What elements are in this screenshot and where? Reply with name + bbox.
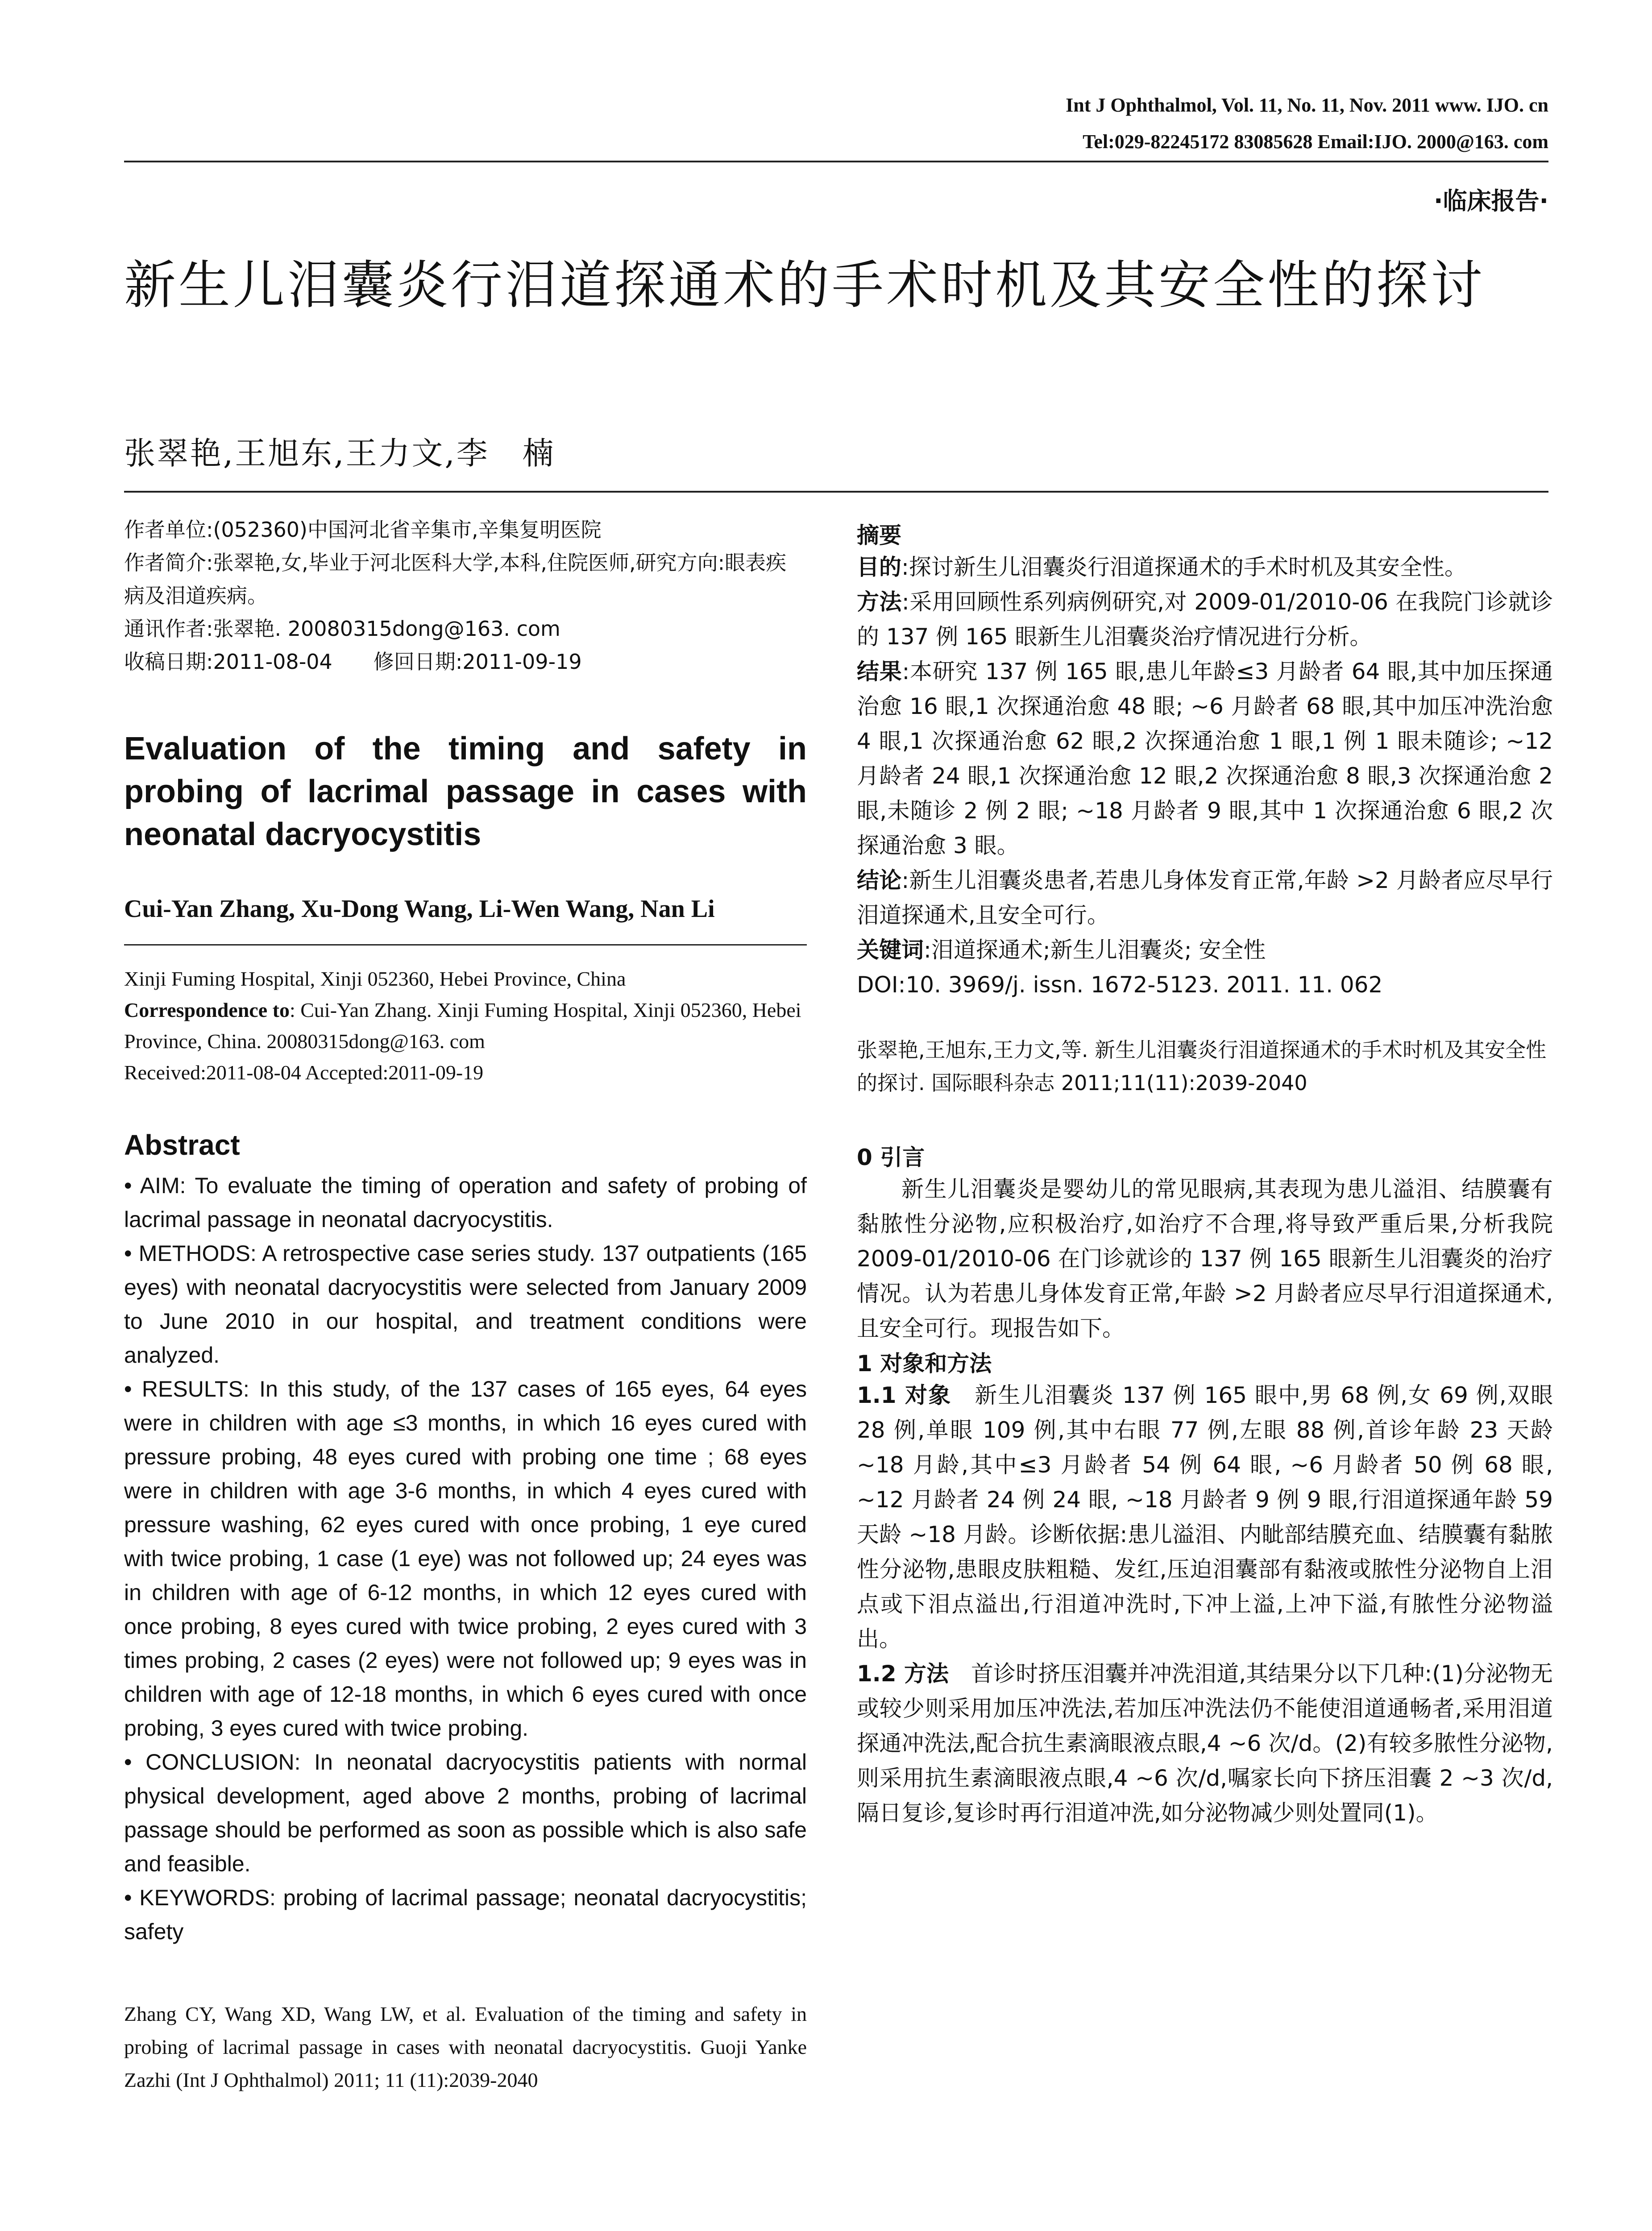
abstract-cn-label: 关键词 — [857, 937, 924, 963]
affiliation-line: 作者单位:(052360)中国河北省辛集市,辛集复明医院 — [124, 518, 602, 542]
abstract-text: : In neonatal dacryocystitis patients with normal physical development, aged above 2 months, probing of lacrimal passage should be performed as soon as possible which is also safe and feasible. — [124, 1750, 807, 1876]
abstract-cn-label: 目的 — [857, 554, 901, 580]
header-rule — [124, 161, 1548, 162]
intro-paragraph: 新生儿泪囊炎是婴幼儿的常见眼病,其表现为患儿溢泪、结膜囊有黏脓性分泌物,应积极治疗,如治疗不合理,将导致严重后果,分析我院 2009-01/2010-06 在门诊就诊的 137 例 165 眼新生儿泪囊炎的治疗情况。认为若患儿身体发育正常,年龄 >2 月龄者应尽早行泪道探通术,且安全可行。现报告如下。 — [857, 1176, 1553, 1341]
abstract-cn-methods — [857, 585, 1553, 654]
affiliation-en: Xinji Fuming Hospital, Xinji 052360, Hebei Province, China — [124, 967, 626, 990]
citation-en: Zhang CY, Wang XD, Wang LW, et al. Evaluation of the timing and safety in probing of lacrimal passage in cases with neonatal dacryocystitis. Guoji Yanke Zazhi (Int J Ophthalmol) 2011; 11 (11):2039-2040 — [124, 2003, 807, 2091]
abstract-cn-keywords — [857, 933, 1553, 967]
abstract-cn-label: 方法 — [857, 589, 902, 615]
correspondence-en — [124, 995, 807, 1057]
method-text: 首诊时挤压泪囊并冲洗泪道,其结果分以下几种:(1)分泌物无或较少则采用加压冲洗法,若加压冲洗法仍不能使泪道通畅者,采用泪道探通冲洗法,配合抗生素滴眼液点眼,4 ~6 次/d。(2)有较多脓性分泌物,则采用抗生素滴眼液点眼,4 ~6 次/d,嘱家长向下挤压泪囊 2 ~3 次/d,隔日复诊,复诊时再行泪道冲洗,如分泌物减少则处置同(1)。 — [857, 1661, 1553, 1826]
abstract-label: • CONCLUSION — [124, 1750, 295, 1775]
journal-header-line: Int J Ophthalmol, Vol. 11, No. 11, Nov. 2011 www. IJO. cn — [1066, 94, 1548, 116]
received-dates-cn: 收稿日期:2011-08-04 修回日期:2011-09-19 — [124, 650, 582, 674]
right-column — [857, 518, 1553, 1830]
abstract-text: : A retrospective case series study. 137 outpatients (165 eyes) with neonatal dacryocystitis were selected from January 2009 to June 2010 in our hospital, and treatment conditions were analyzed. — [124, 1241, 807, 1368]
abstract-cn-conclusion — [857, 863, 1553, 933]
subjects-text: 新生儿泪囊炎 137 例 165 眼中,男 68 例,女 69 例,双眼 28 例,单眼 109 例,其中右眼 77 例,左眼 88 例,首诊年龄 23 天龄 ~18 月龄,其中≤3 月龄者 54 例 64 眼, ~6 月龄者 50 例 68 眼, ~12 月龄者 24 例 24 眼, ~18 月龄者 9 例 9 眼,行泪道探通年龄 59 天龄 ~18 月龄。诊断依据:患儿溢泪、内眦部结膜充血、结膜囊有黏脓性分泌物,患眼皮肤粗糙、发红,压迫泪囊部有黏液或脓性分泌物自上泪点或下泪点溢出,行泪道冲洗时,下冲上溢,上冲下溢,有脓性分泌物溢出。 — [857, 1382, 1553, 1652]
method-paragraph — [857, 1656, 1553, 1830]
abstract-label: • AIM — [124, 1173, 180, 1198]
abstract-results — [124, 1372, 807, 1745]
article-title-en: Evaluation of the timing and safety in probing of lacrimal passage in cases with neonatal dacryocystitis — [124, 731, 807, 852]
title-rule — [124, 491, 1548, 493]
abstract-methods — [124, 1236, 807, 1372]
abstract-cn-label: 结论 — [857, 867, 902, 893]
subjects-paragraph — [857, 1378, 1553, 1656]
subjects-label: 1.1 对象 — [857, 1382, 952, 1408]
correspondence-text: : Cui-Yan Zhang. Xinji Fuming Hospital, Xinji 052360, Hebei Province, China. 20080315dong@163. com — [124, 999, 801, 1053]
method-label: 1.2 方法 — [857, 1661, 949, 1687]
received-dates-en: Received:2011-08-04 Accepted:2011-09-19 — [124, 1061, 484, 1084]
doi: DOI:10. 3969/j. issn. 1672-5123. 2011. 11. 062 — [857, 972, 1383, 998]
abstract-label: • KEYWORDS — [124, 1885, 270, 1910]
abstract-label: • METHODS — [124, 1241, 250, 1266]
abstract-cn-text: :新生儿泪囊炎患者,若患儿身体发育正常,年龄 >2 月龄者应尽早行泪道探通术,且安全可行。 — [857, 867, 1553, 928]
abstract-cn-label: 结果 — [857, 659, 902, 684]
abstract-cn-text: :泪道探通术;新生儿泪囊炎; 安全性 — [924, 937, 1266, 963]
abstract-cn-text: :探讨新生儿泪囊炎行泪道探通术的手术时机及其安全性。 — [901, 554, 1467, 580]
section-tag: ·临床报告· — [1433, 187, 1548, 215]
abstract-cn-aim — [857, 550, 1553, 585]
abstract-cn-results — [857, 654, 1553, 863]
abstract-cn-text: :采用回顾性系列病例研究,对 2009-01/2010-06 在我院门诊就诊的 137 例 165 眼新生儿泪囊炎治疗情况进行分析。 — [857, 589, 1553, 650]
left-column — [124, 513, 807, 2097]
journal-contact-line: Tel:029-82245172 83085628 Email:IJO. 2000@163. com — [1083, 131, 1548, 153]
intro-heading: 0 引言 — [857, 1145, 925, 1170]
abstract-text: : To evaluate the timing of operation and safety of probing of lacrimal passage in neonatal dacryocystitis. — [124, 1173, 807, 1232]
author-bio: 作者简介:张翠艳,女,毕业于河北医科大学,本科,住院医师,研究方向:眼表疾病及泪道疾病。 — [124, 551, 787, 608]
article-title-cn: 新生儿泪囊炎行泪道探通术的手术时机及其安全性的探讨 — [124, 255, 1485, 315]
abstract-label: • RESULTS — [124, 1377, 243, 1402]
abstract-text: : In this study, of the 137 cases of 165 eyes, 64 eyes were in children with age ≤3 months, in which 16 eyes cured with pressure probing, 48 eyes cured with probing one time ; 68 eyes were in children with age 3-6 months, in which 4 eyes cured with pressure washing, 62 eyes cured with once probing, 1 eye cured with twice probing, 1 case (1 eye) was not followed up; 24 eyes was in children with age of 6-12 months, in which 12 eyes cured with once probing, 8 eyes cured with twice probing, 2 eyes cured with 3 times probing, 2 cases (2 eyes) were not followed up; 9 eyes was in children with age of 12-18 months, in which 6 eyes cured with once probing, 3 eyes cured with twice probing. — [124, 1377, 807, 1741]
abstract-cn-text: :本研究 137 例 165 眼,患儿年龄≤3 月龄者 64 眼,其中加压探通治愈 16 眼,1 次探通治愈 48 眼; ~6 月龄者 68 眼,其中加压冲洗治愈 4 眼,1 次探通治愈 62 眼,2 次探通治愈 1 眼,1 例 1 眼未随诊; ~12 月龄者 24 眼,1 次探通治愈 12 眼,2 次探通治愈 8 眼,3 次探通治愈 2 眼,未随诊 2 例 2 眼; ~18 月龄者 9 眼,其中 1 次探通治愈 6 眼,2 次探通治愈 3 眼。 — [857, 659, 1553, 858]
abstract-aim — [124, 1169, 807, 1236]
abstract-text: : probing of lacrimal passage; neonatal dacryocystitis; safety — [124, 1885, 807, 1944]
authors-en: Cui-Yan Zhang, Xu-Dong Wang, Li-Wen Wang, Nan Li — [124, 895, 715, 923]
abstract-keywords — [124, 1881, 807, 1949]
abstract-heading-cn: 摘要 — [857, 523, 901, 548]
methods-heading: 1 对象和方法 — [857, 1351, 992, 1377]
authors-cn: 张翠艳,王旭东,王力文,李 楠 — [124, 435, 556, 472]
correspondence-cn: 通讯作者:张翠艳. 20080315dong@163. com — [124, 617, 560, 641]
citation-cn: 张翠艳,王旭东,王力文,等. 新生儿泪囊炎行泪道探通术的手术时机及其安全性的探讨. 国际眼科杂志 2011;11(11):2039-2040 — [857, 1038, 1547, 1095]
abstract-conclusion — [124, 1745, 807, 1881]
correspondence-label: Correspondence to — [124, 999, 290, 1021]
abstract-heading-en: Abstract — [124, 1129, 240, 1161]
